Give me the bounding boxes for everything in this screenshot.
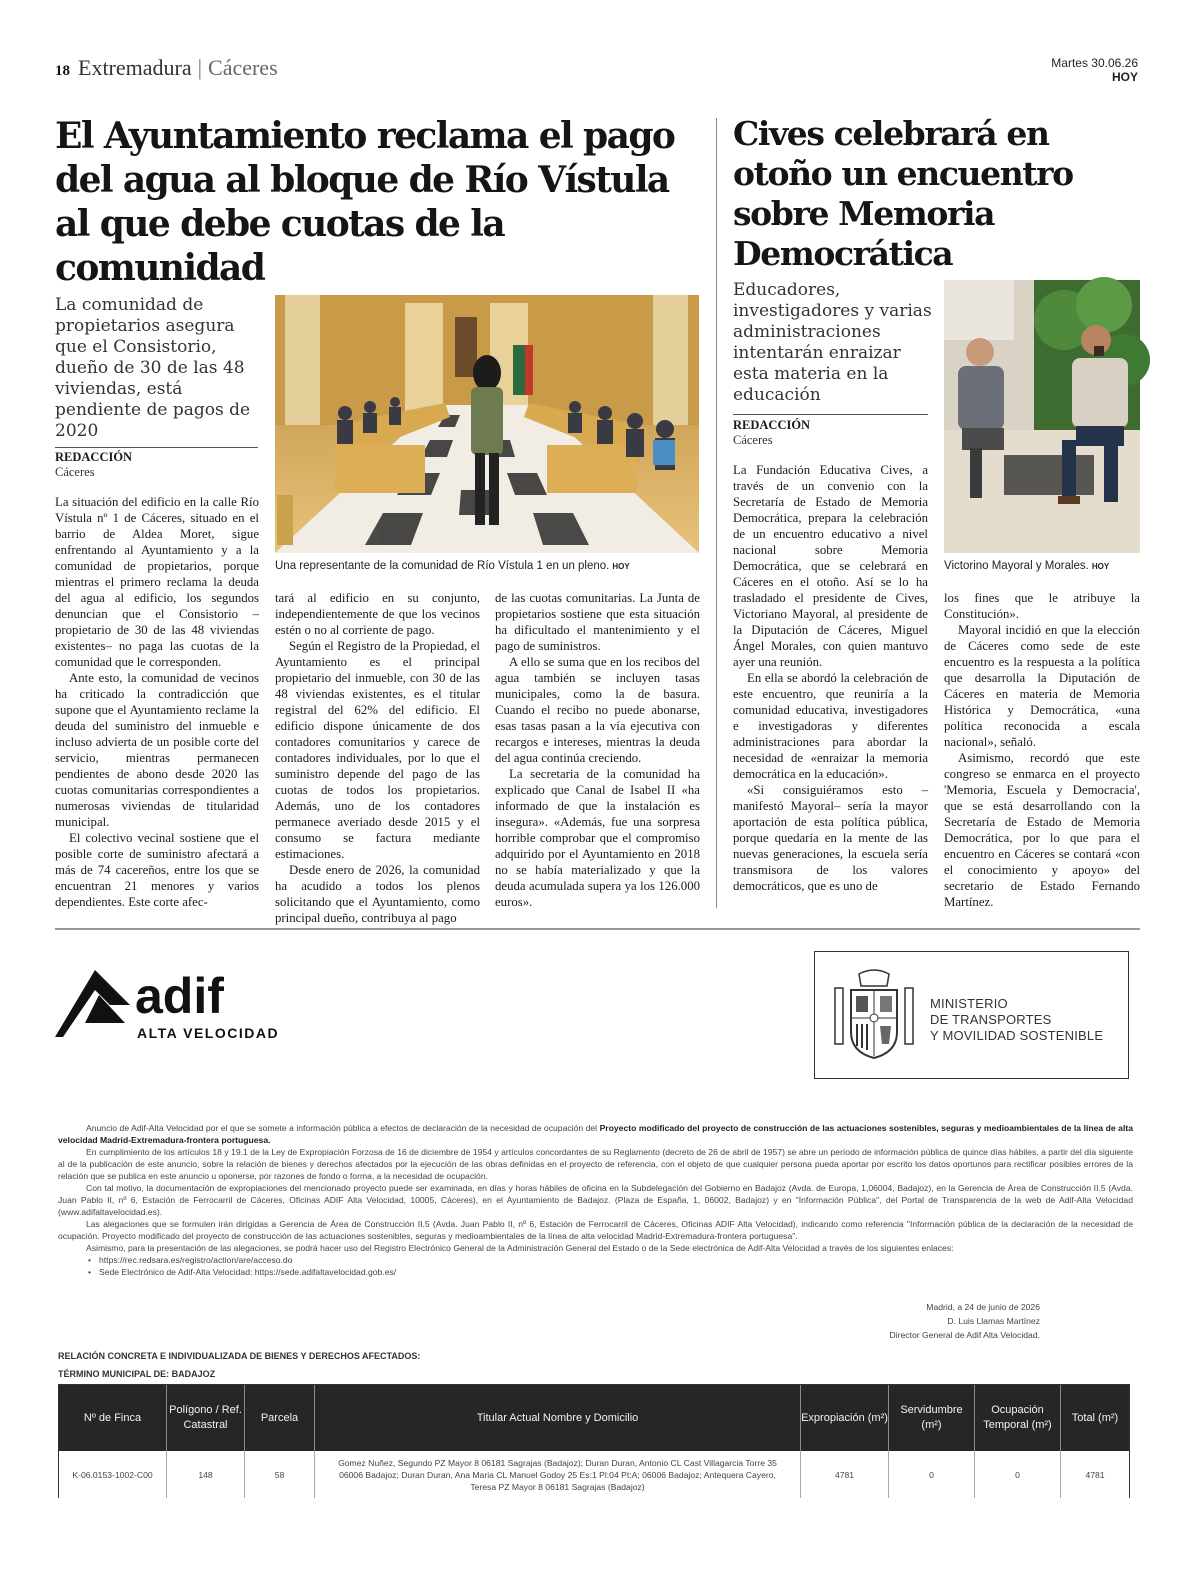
paragraph: La secretaria de la comunidad ha explicado que Canal de Isabel II «ha informado de que la instalación es insegura». «Además, fue una sorpresa horrible comprobar que el compromiso adquirido por el Ayuntamiento en 2018 no se había materializado y que la deuda acumulada supera ya los 126.000 euros».	[495, 767, 700, 909]
main-headline: El Ayuntamiento reclama el pago del agua al bloque de Río Vístula al que debe cuotas de la comunidad	[55, 115, 675, 289]
notice-link[interactable]: • Sede Electrónico de Adif-Alta Velocidad: https://sede.adifaltavelocidad.gob.es/	[88, 1266, 1133, 1278]
paragraph: En ella se abordó la celebración de este encuentro, que reuniría a la comunidad educativa, investigadores e investigadoras y diferentes administraciones para abordar la necesidad de «enraizar la memoria democrática en la educación».	[733, 671, 928, 781]
dateline	[1051, 56, 1138, 84]
side-headline: Cives celebrará en otoño un encuentro sobre Memoria Democrática	[733, 114, 1073, 273]
column-header: Nº de Finca	[59, 1385, 167, 1451]
paragraph: los fines que le atribuye la Constitución».	[944, 591, 1140, 621]
paragraph: de las cuotas comunitarias. La Junta de propietarios sostiene que esta situación ha dificultado el mantenimiento y el pago de suministros.	[495, 591, 700, 653]
section-name: Extremadura	[78, 55, 192, 80]
ministry-logo	[814, 951, 1129, 1079]
table-cell: 4781	[801, 1451, 889, 1498]
column-header: Ocupación Temporal (m²)	[975, 1385, 1061, 1451]
table-header	[59, 1385, 1129, 1451]
ministry-line: DE TRANSPORTES	[930, 1012, 1052, 1027]
page-number: 18	[55, 63, 70, 79]
adif-logo	[55, 965, 295, 1045]
column-header: Servidumbre (m²)	[889, 1385, 975, 1451]
main-subhead: La comunidad de propietarios asegura que el Consistorio, dueño de 30 de las 48 viviendas, está pendiente de pagos de 2020	[55, 295, 251, 441]
notice-paragraph: Asimismo, para la presentación de las alegaciones, se podrá hacer uso del Registro Electrónico General de la Administración General del Estado o de la Sede electrónica de Adif-Alta Velocidad a través de los siguientes enlaces:	[86, 1243, 954, 1253]
side-subhead: Educadores, investigadores y varias administraciones intentarán enraizar esta materia en la educación	[733, 280, 932, 405]
caption-text: Una representante de la comunidad de Río Vístula 1 en un pleno.	[275, 560, 610, 572]
table-cell: 148	[167, 1451, 245, 1498]
municipality-title: TÉRMINO MUNICIPAL DE: BADAJOZ	[58, 1369, 216, 1379]
main-article-column-2	[275, 590, 480, 925]
paragraph: tará al edificio en su conjunto, independientemente de que los vecinos estén o no al corriente de pago.	[275, 591, 480, 637]
byline-author: REDACCIÓN	[733, 418, 811, 432]
paragraph: La Fundación Educativa Cives, a través de un convenio con la Secretaría de Estado de Memoria Democrática, prepara la celebración de un encuentro educativo a nivel nacional sobre Memoria Democrática, que se celebrará en Cáceres en el otoño. Así se lo ha trasladado el presidente de Cives, Victoriano Mayoral, al presidente de la Diputación de Cáceres, Miguel Ángel Morales, con quien mantuvo ayer una reunión.	[733, 463, 928, 669]
ministry-line: Y MOVILIDAD SOSTENIBLE	[930, 1028, 1104, 1043]
side-article-column-1	[733, 462, 928, 912]
byline-location: Cáceres	[55, 465, 95, 479]
column-header: Parcela	[245, 1385, 315, 1451]
paragraph: Mayoral incidió en que la elección de Cáceres como sede de este encuentro es la respuesta a la política que desarrolla la Diputación de Cáceres en materia de Memoria Histórica y Democrática, «una política reconocida a escala nacional», señaló.	[944, 623, 1140, 749]
column-header: Titular Actual Nombre y Domicilio	[315, 1385, 801, 1451]
table-row	[59, 1451, 1129, 1498]
adif-logo-mark	[55, 965, 295, 1045]
paragraph: «Si consiguiéramos esto –manifestó Mayoral– sería la mayor aportación de esta política pública, porque quedaría en la mente de las nuevas generaciones, la escuela sería transmisora de los valores democráticos, que es uno de	[733, 783, 928, 893]
paragraph: Desde enero de 2026, la comunidad ha acudido a todos los plenos solicitando que el Ayuntamiento, como principal dueño, contribuya al pago	[275, 863, 480, 925]
notice-signoff	[860, 1300, 1040, 1342]
notice-paragraph: Con tal motivo, la documentación de expropiaciones del mencionado proyecto puede ser examinada, en días y horas hábiles de oficina en la Subdelegación del Gobierno en Badajoz (Avda. de Europa, 1,06004, Badajoz), en la Gerencia de Área de Construcción II.5 (Avda. Juan Pablo II, nº 6, Estación de Ferrocarril de Cáceres, Oficinas ADIF Alta Velocidad, 10005, Cáceres), en el Ayuntamiento de Badajoz. (Plaza de España, 1, 06002, Badajoz) y en "Información Pública", del Portal de Transparencia de la web de Adif-Alta Velocidad (www.adifaltavelocidad.es).	[58, 1183, 1133, 1217]
side-byline	[733, 418, 810, 448]
main-article-column-3	[495, 590, 700, 912]
issue-date: Martes 30.06.26	[1051, 56, 1138, 70]
paragraph: Asimismo, recordó que este congreso se enmarca en el proyecto 'Memoria, Escuela y Democracia', que se está desarrollando con la Secretaría de Estado de Memoria Democrática, por lo que para el encuentro en Cáceres se contará «con el conocimiento y apoyo» del secretario de Estado Fernando Martínez.	[944, 751, 1140, 909]
subsection-name: Cáceres	[208, 55, 278, 80]
notice-intro-paragraph	[58, 1122, 1133, 1146]
paragraph: Según el Registro de la Propiedad, el Ayuntamiento es el principal propietario del inmueble, con 30 de las 48 viviendas existentes, es el titular registral del 62% del edificio. El edificio dispone únicamente de dos contadores comunitarios y carece de contadores individuales, por lo que el suministro depende del pago de las cuotas de todos los propietarios. Además, uno de los contadores permanece averiado desde 2015 y el consumo se factura mediante estimaciones.	[275, 639, 480, 861]
paragraph: Ante esto, la comunidad de vecinos ha criticado la contradicción que supone que el Ayuntamiento reclame la deuda del suministro del inmueble e incluso advierta de un posible corte del servicio, mientras permanecen pendientes de abono desde 2020 las cuotas comunitarias correspondientes a numerosas viviendas de titularidad municipal.	[55, 671, 259, 829]
side-article-column-2	[944, 590, 1140, 912]
folio-separator: |	[197, 55, 203, 80]
byline-author: REDACCIÓN	[55, 450, 133, 464]
caption-credit: HOY	[612, 562, 630, 571]
ministry-line: MINISTERIO	[930, 996, 1008, 1011]
meeting-image	[944, 280, 1140, 553]
table-cell: 0	[975, 1451, 1061, 1498]
advert-divider	[55, 928, 1140, 930]
signoff-name: D. Luis Llamas Martínez	[947, 1316, 1040, 1326]
page-folio	[55, 55, 278, 81]
coat-of-arms-icon	[833, 966, 915, 1062]
caption-credit: HOY	[1091, 562, 1110, 571]
table-cell: K-06.0153-1002-C00	[59, 1451, 167, 1498]
notice-paragraph: En cumplimiento de los artículos 18 y 19.1 de la Ley de Expropiación Forzosa de 16 de diciembre de 1954 y artículos concordantes de su Reglamento (decreto de 26 de abril de 1957) se abre un período de información pública de quince días hábiles, a partir del día siguiente al de la publicación de este anuncio, sobre la relación de bienes y derechos afectados por la ejecución de las obras definidas en el proyecto de referencia, con el objeto de que cualquier persona pueda aportar por escrito los datos oportunos para rectificar posibles errores de la relación que se publica en este anuncio u oponerse, por razones de fondo o forma, a la necesidad de ocupación.	[58, 1147, 1133, 1181]
paragraph: El colectivo vecinal sostiene que el posible corte de suministro afectará a más de 74 cacereños, entre los que se encuentran 21 menores y varios dependientes. Este corte afec-	[55, 831, 259, 909]
notice-link[interactable]: • https://rec.redsara.es/registro/action/are/acceso.do	[88, 1254, 1133, 1266]
caption-text: Victorino Mayoral y Morales.	[944, 560, 1089, 572]
table-cell: 0	[889, 1451, 975, 1498]
notice-intro: Anuncio de Adif-Alta Velocidad por el que se somete a información pública a efectos de declaración de la necesidad de ocupación del	[86, 1123, 598, 1133]
council-chamber-image	[275, 295, 699, 553]
public-notice	[58, 1122, 1133, 1278]
table-cell: Gomez Nuñez, Segundo PZ Mayor 8 06181 Sagrajas (Badajoz); Duran Duran, Antonio CL Cast Villagarcia Torre 35 06006 Badajoz; Duran Duran, Ana Maria CL Manuel Godoy 25 Es:1 Pl:04 Pt:A; 06006 Badajoz; Antequera Cayero, Teresa PZ Mayor 8 06181 Sagrajas (Badajoz)	[315, 1451, 801, 1498]
paragraph: La situación del edificio en la calle Río Vístula nº 1 de Cáceres, situado en el barrio de Aldea Moret, sigue enfrentando al Ayuntamiento y a la comunidad de propietarios, porque mientras el primero reclama la deuda del agua al edificio, los segundos denuncian que el Consistorio –propietario de 30 de las 48 viviendas existentes– no paga las cuotas de la comunidad que le corresponden.	[55, 495, 259, 669]
table-cell: 58	[245, 1451, 315, 1498]
ministry-name	[930, 996, 1103, 1044]
column-header: Polígono / Ref. Catastral	[167, 1385, 245, 1451]
notice-paragraph: Las alegaciones que se formulen irán dirigidas a Gerencia de Área de Construcción II.5 (Avda. Juan Pablo II, nº 6, Estación de Ferrocarril de Cáceres, Oficinas ADIF Alta Velocidad), indicando como referencia "Información pública de la declaración de la necesidad de ocupación. Proyecto modificado del proyecto de construcción de las actuaciones sostenibles, seguras y medioambientales de la línea de alta velocidad Madrid-Extremadura-frontera portuguesa".	[58, 1219, 1133, 1241]
column-header: Expropiación (m²)	[801, 1385, 889, 1451]
signoff-place-date: Madrid, a 24 de junio de 2026	[926, 1302, 1040, 1312]
column-header: Total (m²)	[1071, 1411, 1119, 1424]
relation-title: RELACIÓN CONCRETA E INDIVIDUALIZADA DE BIENES Y DERECHOS AFECTADOS:	[58, 1351, 421, 1361]
adif-tagline: ALTA VELOCIDAD	[137, 1025, 280, 1041]
notice-links	[88, 1254, 1133, 1278]
notice-project: Proyecto modificado del proyecto de construcción de las actuaciones sostenibles, seguras y medioambientales de la línea de alta velocidad Madrid-Extremadura-frontera portuguesa.	[58, 1123, 1133, 1145]
main-photo-caption	[275, 559, 699, 574]
meeting-photo	[944, 280, 1140, 553]
byline-rule	[55, 447, 258, 448]
adif-wordmark: adif	[135, 968, 224, 1024]
council-chamber-photo	[275, 295, 699, 553]
main-article-column-1	[55, 494, 259, 912]
signoff-title: Director General de Adif Alta Velocidad.	[889, 1330, 1040, 1340]
column-divider	[716, 118, 717, 908]
side-photo-caption	[944, 559, 1140, 574]
byline-rule	[733, 414, 928, 415]
paragraph: A ello se suma que en los recibos del agua también se incluyen tasas municipales, como la de basura. Cuando el recibo no puede abonarse, esas tasas pasan a la vía ejecutiva con recargos e intereses, mientras la deuda del agua continúa creciendo.	[495, 655, 700, 765]
affected-properties-table	[58, 1384, 1130, 1498]
paper-name: HOY	[1111, 70, 1138, 84]
table-cell: 4781	[1085, 1469, 1105, 1480]
byline-location: Cáceres	[733, 433, 773, 447]
main-byline	[55, 450, 132, 480]
